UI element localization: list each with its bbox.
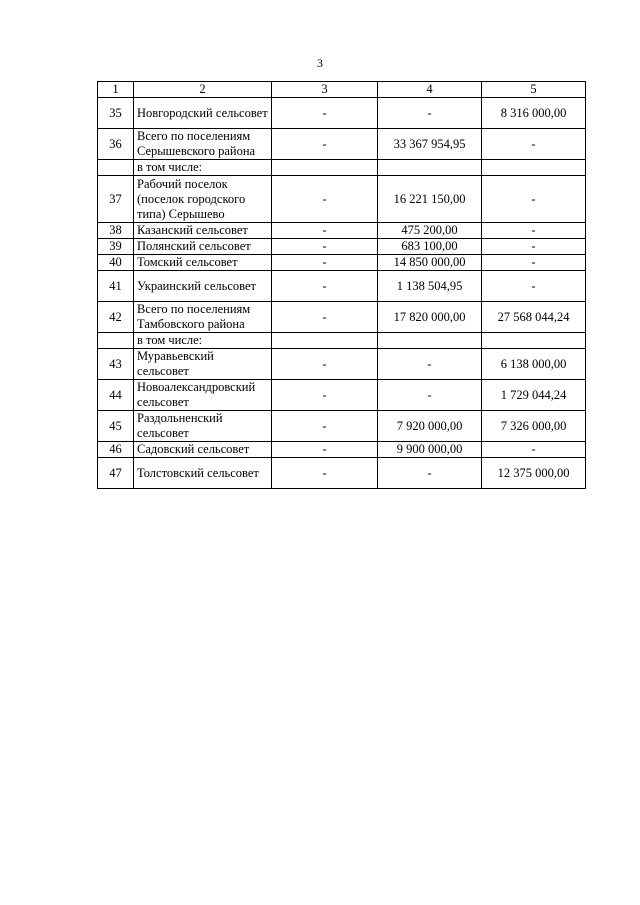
column-header-4: 4 [378,82,482,98]
table-row [98,411,586,442]
settlement-name-cell: Садовский сельсовет [134,442,272,458]
column-4-value-cell [378,333,482,349]
row-number-cell: 38 [98,223,134,239]
column-4-value-cell: 16 221 150,00 [378,176,482,223]
column-4-value-cell: - [378,349,482,380]
budget-table-body [98,82,586,489]
column-3-value-cell: - [272,380,378,411]
column-3-value-cell: - [272,458,378,489]
column-4-value-cell: 17 820 000,00 [378,302,482,333]
settlement-name-cell: Казанский сельсовет [134,223,272,239]
column-5-value-cell: - [482,223,586,239]
settlement-name-cell: Всего по поселениям Серышевского района [134,129,272,160]
column-4-value-cell: 7 920 000,00 [378,411,482,442]
column-5-value-cell: 1 729 044,24 [482,380,586,411]
settlement-name-cell: Рабочий поселок (поселок городского типа) Серышево [134,176,272,223]
column-3-value-cell: - [272,98,378,129]
table-row [98,176,586,223]
row-number-cell: 44 [98,380,134,411]
settlement-name-cell: Украинский сельсовет [134,271,272,302]
row-number-cell: 40 [98,255,134,271]
column-4-value-cell: 1 138 504,95 [378,271,482,302]
column-5-value-cell: - [482,255,586,271]
column-4-value-cell: 475 200,00 [378,223,482,239]
budget-table [97,81,586,489]
row-number-cell: 45 [98,411,134,442]
table-row [98,380,586,411]
row-number-cell [98,333,134,349]
column-4-value-cell: 683 100,00 [378,239,482,255]
column-3-value-cell [272,160,378,176]
settlement-name-cell: Томский сельсовет [134,255,272,271]
table-row [98,98,586,129]
table-row [98,302,586,333]
row-number-cell: 42 [98,302,134,333]
column-5-value-cell: - [482,442,586,458]
table-row [98,349,586,380]
settlement-name-cell: Муравьевский сельсовет [134,349,272,380]
settlement-name-cell: Всего по поселениям Тамбовского района [134,302,272,333]
table-row [98,239,586,255]
settlement-name-cell: Новоалександровский сельсовет [134,380,272,411]
table-row [98,223,586,239]
column-5-value-cell: 7 326 000,00 [482,411,586,442]
column-4-value-cell: 14 850 000,00 [378,255,482,271]
column-5-value-cell: - [482,239,586,255]
settlement-name-cell: Толстовский сельсовет [134,458,272,489]
table-row [98,255,586,271]
table-row [98,129,586,160]
page-number: 3 [317,56,323,70]
settlement-name-cell: Раздольненский сельсовет [134,411,272,442]
table-row [98,458,586,489]
row-number-cell: 43 [98,349,134,380]
column-5-value-cell: - [482,271,586,302]
table-row [98,271,586,302]
row-number-cell: 47 [98,458,134,489]
column-3-value-cell: - [272,239,378,255]
column-5-value-cell: 8 316 000,00 [482,98,586,129]
column-3-value-cell: - [272,349,378,380]
column-5-value-cell: 6 138 000,00 [482,349,586,380]
column-3-value-cell: - [272,255,378,271]
settlement-name-cell: в том числе: [134,160,272,176]
column-header-2: 2 [134,82,272,98]
column-4-value-cell [378,160,482,176]
table-header-row [98,82,586,98]
column-3-value-cell: - [272,223,378,239]
row-number-cell: 36 [98,129,134,160]
column-5-value-cell: 27 568 044,24 [482,302,586,333]
table-row [98,442,586,458]
row-number-cell: 41 [98,271,134,302]
table-row [98,160,586,176]
column-5-value-cell: 12 375 000,00 [482,458,586,489]
table-row [98,333,586,349]
row-number-cell: 46 [98,442,134,458]
settlement-name-cell: Новгородский сельсовет [134,98,272,129]
column-header-1: 1 [98,82,134,98]
settlement-name-cell: Полянский сельсовет [134,239,272,255]
column-3-value-cell: - [272,442,378,458]
row-number-cell [98,160,134,176]
column-3-value-cell: - [272,411,378,442]
column-4-value-cell: 9 900 000,00 [378,442,482,458]
column-5-value-cell [482,160,586,176]
column-3-value-cell: - [272,271,378,302]
column-header-5: 5 [482,82,586,98]
column-4-value-cell: - [378,98,482,129]
row-number-cell: 37 [98,176,134,223]
settlement-name-cell: в том числе: [134,333,272,349]
column-4-value-cell: 33 367 954,95 [378,129,482,160]
column-header-3: 3 [272,82,378,98]
column-3-value-cell [272,333,378,349]
column-3-value-cell: - [272,176,378,223]
column-3-value-cell: - [272,129,378,160]
column-5-value-cell: - [482,176,586,223]
column-4-value-cell: - [378,380,482,411]
column-5-value-cell: - [482,129,586,160]
row-number-cell: 35 [98,98,134,129]
row-number-cell: 39 [98,239,134,255]
column-5-value-cell [482,333,586,349]
column-4-value-cell: - [378,458,482,489]
column-3-value-cell: - [272,302,378,333]
